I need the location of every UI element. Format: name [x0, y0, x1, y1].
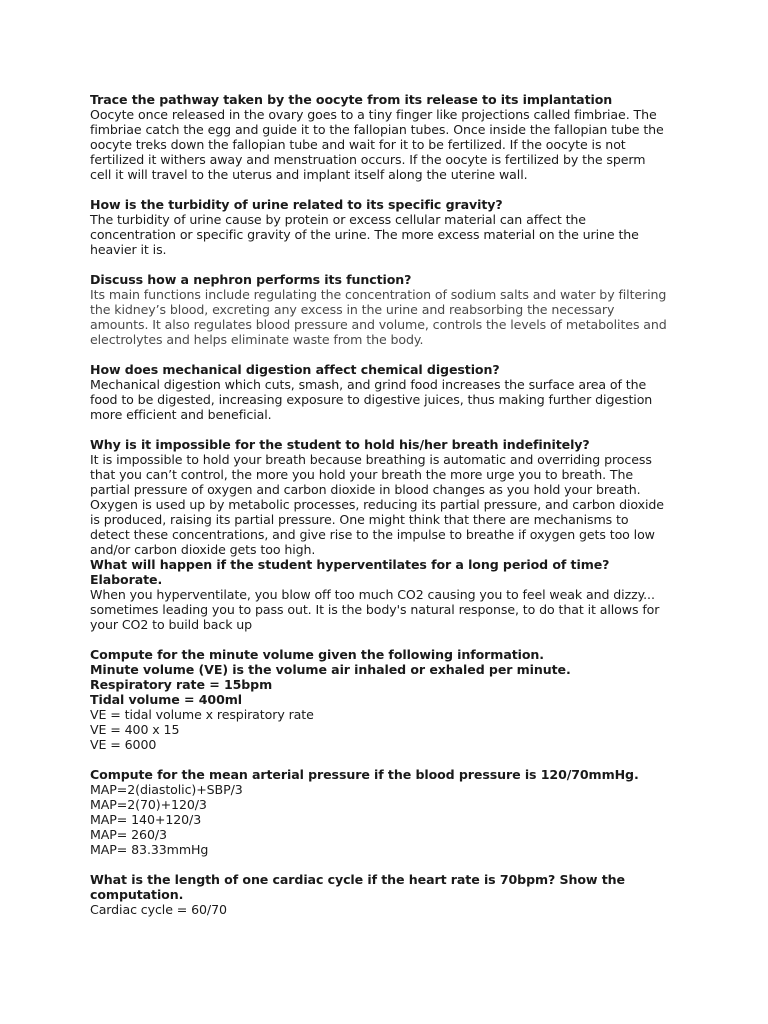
answer-text: Mechanical digestion which cuts, smash, and grind food increases the surface area of the food to be digested, increasing exposure to digestive juices, thus making further digestion more efficient and beneficial. — [90, 377, 653, 422]
answer-text: Its main functions include regulating the concentration of sodium salts and water by filtering the kidney’s blood, excreting any excess in the urine and reabsorbing the necessary amounts. It also regulates blood pressure and volume, controls the levels of metabolites and electrolytes and helps eliminate waste from the body. — [90, 287, 667, 347]
question-heading: Compute for the minute volume given the following information. Minute volume (VE) is the volume air inhaled or exhaled per minute. Respiratory rate = 15bpm Tidal volume = 400ml — [90, 647, 571, 707]
question-heading: How does mechanical digestion affect chemical digestion? — [90, 362, 500, 377]
question-heading: Trace the pathway taken by the oocyte from its release to its implantation — [90, 92, 613, 107]
answer-computation: VE = tidal volume x respiratory rate VE = 400 x 15 VE = 6000 — [90, 707, 314, 752]
question-heading: Discuss how a nephron performs its function? — [90, 272, 412, 287]
section-nephron-function — [90, 272, 682, 347]
section-mean-arterial-pressure — [90, 767, 682, 857]
answer-text: It is impossible to hold your breath because breathing is automatic and overriding process that you can’t control, the more you hold your breath the more urge you to breath. The partial pressure of oxygen and carbon dioxide in blood changes as you hold your breath. Oxygen is used up by metabolic processes, reducing its partial pressure, and carbon dioxide is produced, raising its partial pressure. One might think that there are mechanisms to detect these concentrations, and give rise to the impulse to breathe if oxygen gets too low and/or carbon dioxide gets too high. — [90, 452, 664, 557]
section-cardiac-cycle — [90, 872, 682, 917]
question-heading: Compute for the mean arterial pressure if the blood pressure is 120/70mmHg. — [90, 767, 639, 782]
section-oocyte-pathway — [90, 92, 682, 182]
question-heading: How is the turbidity of urine related to its specific gravity? — [90, 197, 503, 212]
answer-text: When you hyperventilate, you blow off too much CO2 causing you to feel weak and dizzy... sometimes leading you to pass out. It is the body's natural response, to do that it allows for your CO2 to build back up — [90, 587, 660, 632]
answer-text: The turbidity of urine cause by protein or excess cellular material can affect the concentration or specific gravity of the urine. The more excess material on the urine the heavier it is. — [90, 212, 639, 257]
question-heading: What is the length of one cardiac cycle if the heart rate is 70bpm? Show the computation. — [90, 872, 625, 902]
section-hyperventilation — [90, 557, 682, 632]
section-mechanical-digestion — [90, 362, 682, 422]
question-heading: What will happen if the student hyperventilates for a long period of time? Elaborate. — [90, 557, 610, 587]
answer-computation: MAP=2(diastolic)+SBP/3 MAP=2(70)+120/3 MAP= 140+120/3 MAP= 260/3 MAP= 83.33mmHg — [90, 782, 243, 857]
section-urine-turbidity — [90, 197, 682, 257]
document-page — [90, 92, 682, 917]
answer-computation: Cardiac cycle = 60/70 — [90, 902, 227, 917]
section-minute-volume — [90, 647, 682, 752]
answer-text: Oocyte once released in the ovary goes to a tiny finger like projections called fimbriae. The fimbriae catch the egg and guide it to the fallopian tubes. Once inside the fallopian tube the oocyte treks down the fallopian tube and wait for it to be fertilized. If the oocyte is not fertilized it withers away and menstruation occurs. If the oocyte is fertilized by the sperm cell it will travel to the uterus and implant itself along the uterine wall. — [90, 107, 664, 182]
question-heading: Why is it impossible for the student to hold his/her breath indefinitely? — [90, 437, 590, 452]
section-hold-breath — [90, 437, 682, 557]
